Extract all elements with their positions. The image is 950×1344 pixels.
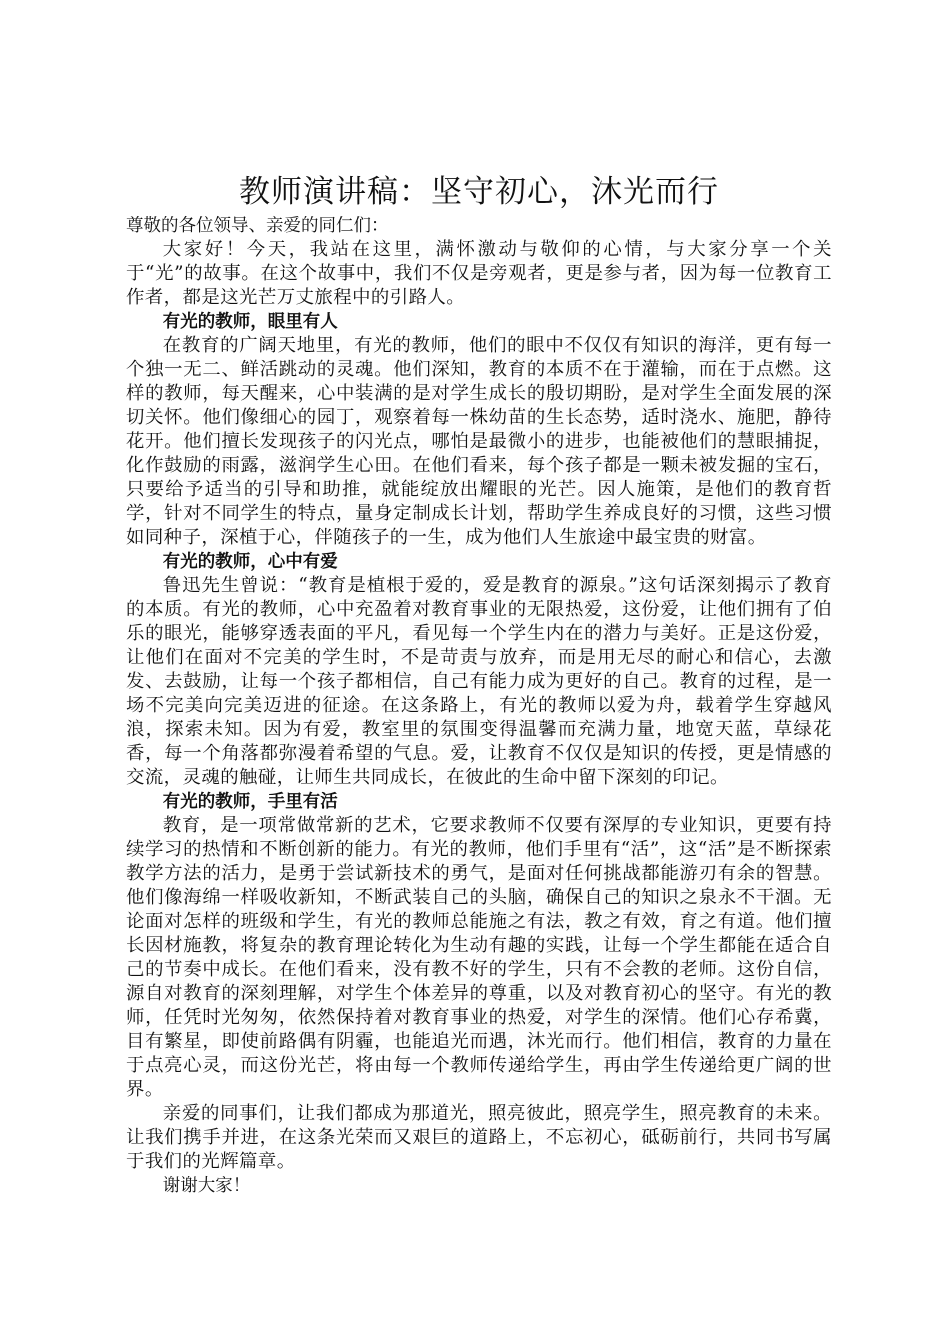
section-paragraph: 鲁迅先生曾说：“教育是植根于爱的，爱是教育的源泉。”这句话深刻揭示了教育的本质。有光的教师，心中充盈着对教育事业的无限热爱，这份爱，让他们拥有了伯乐的眼光，能够穿透表面的平凡，看见每一个学生内在的潜力与美好。正是这份爱，让他们在面对不完美的学生时，不是苛责与放弃，而是用无尽的耐心和信心，去激发、去鼓励，让每一个孩子都相信，自己有能力成为更好的自己。教育的过程，是一场不完美向完美迈进的征途。在这条路上，有光的教师以爱为舟，载着学生穿越风浪，探索未知。因为有爱，教室里的氛围变得温馨而充满力量，地宽天蓝，草绿花香，每一个角落都弥漫着希望的气息。爱，让教育不仅仅是知识的传授，更是情感的交流，灵魂的触碰，让师生共同成长，在彼此的生命中留下深刻的印记。 [126,575,832,788]
section-paragraph: 教育，是一项常做常新的艺术，它要求教师不仅要有深厚的专业知识，更要有持续学习的热情和不断创新的能力。有光的教师，他们手里有“活”，这“活”是不断探索教学方法的活力，是勇于尝试新技术的勇气，是面对任何挑战都能游刃有余的智慧。他们像海绵一样吸收新知，不断武装自己的头脑，确保自己的知识之泉永不干涸。无论面对怎样的班级和学生，有光的教师总能施之有法，教之有效，育之有道。他们擅长因材施教，将复杂的教育理论转化为生动有趣的实践，让每一个学生都能在适合自己的节奏中成长。在他们看来，没有教不好的学生，只有不会教的老师。这份自信，源自对教育的深刻理解，对学生个体差异的尊重，以及对教育初心的坚守。有光的教师，任凭时光匆匆，依然保持着对教育事业的热爱，对学生的深情。他们心存希冀，目有繁星，即使前路偶有阴霾，也能追光而遇，沐光而行。他们相信，教育的力量在于点亮心灵，而这份光芒，将由每一个教师传递给学生，再由学生传递给更广阔的世界。 [126,815,832,1100]
closing-line: 谢谢大家！ [162,1176,251,1196]
conclusion-paragraph: 亲爱的同事们，让我们都成为那道光，照亮彼此，照亮学生，照亮教育的未来。让我们携手并进，在这条光荣而又艰巨的道路上，不忘初心，砥砺前行，共同书写属于我们的光辉篇章。 [126,1103,832,1172]
intro-paragraph: 大家好！今天，我站在这里，满怀激动与敬仰的心情，与大家分享一个关于“光”的故事。在这个故事中，我们不仅是旁观者，更是参与者，因为每一位教育工作者，都是这光芒万丈旅程中的引路人。 [126,239,832,308]
section-paragraph: 在教育的广阔天地里，有光的教师，他们的眼中不仅仅有知识的海洋，更有每一个独一无二、鲜活跳动的灵魂。他们深知，教育的本质不在于灌输，而在于点燃。这样的教师，每天醒来，心中装满的是对学生成长的殷切期盼，是对学生全面发展的深切关怀。他们像细心的园丁，观察着每一株幼苗的生长态势，适时浇水、施肥，静待花开。他们擅长发现孩子的闪光点，哪怕是最微小的进步，也能被他们的慧眼捕捉，化作鼓励的雨露，滋润学生心田。在他们看来，每个孩子都是一颗未被发掘的宝石，只要给予适当的引导和助推，就能绽放出耀眼的光芒。因人施策，是他们的教育哲学，针对不同学生的特点，量身定制成长计划，帮助学生养成良好的习惯，这些习惯如同种子，深植于心，伴随孩子的一生，成为他们人生旅途中最宝贵的财富。 [126,335,832,548]
salutation: 尊敬的各位领导、亲爱的同仁们： [126,216,389,236]
section-heading: 有光的教师，手里有活 [162,792,338,812]
section-heading: 有光的教师，心中有爱 [162,552,338,572]
document-title: 教师演讲稿：坚守初心，沐光而行 [239,174,719,210]
document-page [126,170,832,1198]
section-heading: 有光的教师，眼里有人 [162,312,338,332]
